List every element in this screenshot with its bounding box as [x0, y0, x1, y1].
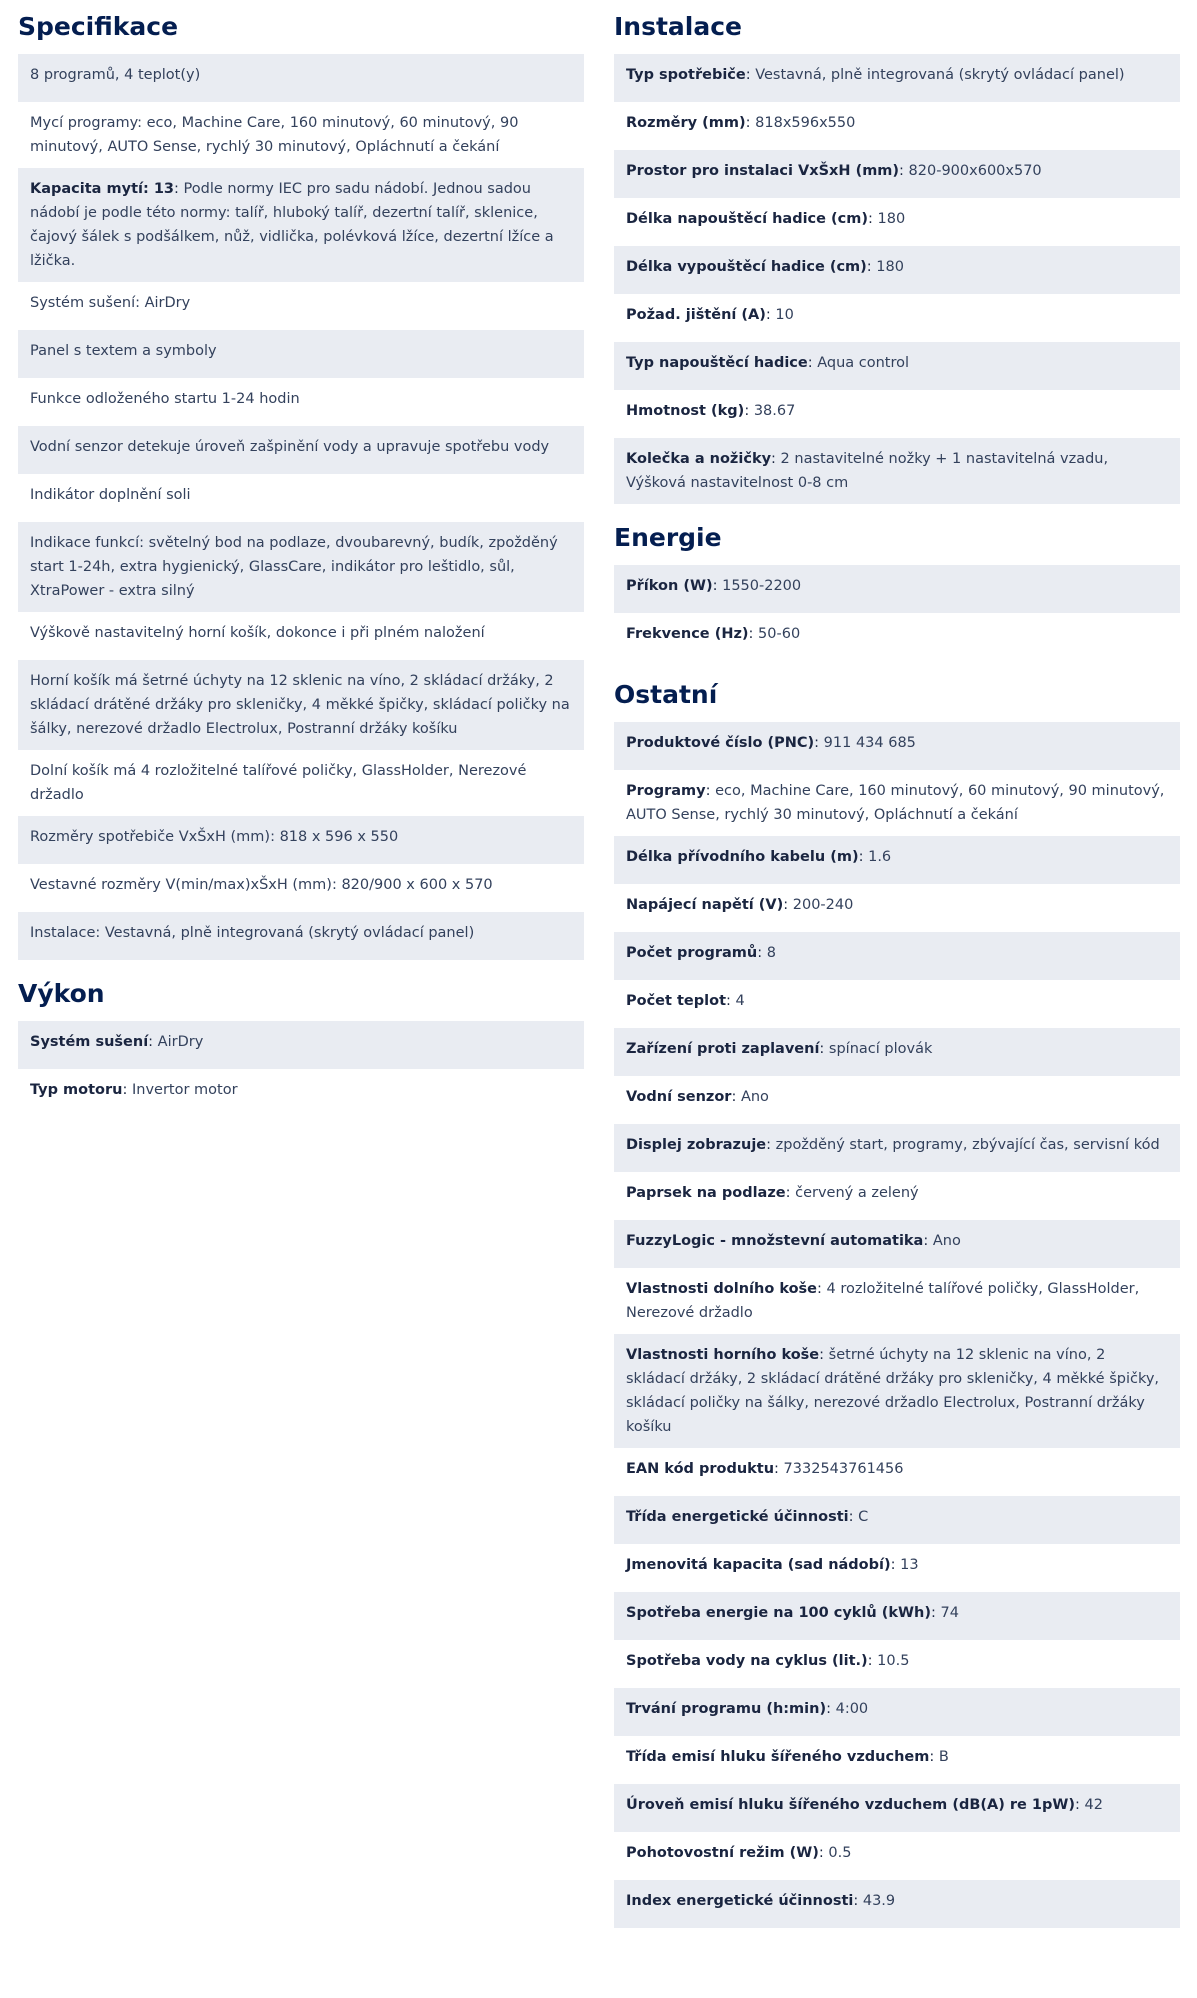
spec-label: Délka přívodního kabelu (m) :	[626, 849, 868, 865]
spec-list	[614, 565, 1180, 661]
spec-row	[18, 660, 584, 750]
left-column	[18, 0, 584, 1117]
spec-list	[18, 1021, 584, 1117]
spec-label: Frekvence (Hz) :	[626, 626, 758, 642]
spec-row	[614, 770, 1180, 836]
spec-row	[18, 474, 584, 522]
spec-label: Typ spotřebiče :	[626, 67, 755, 83]
spec-value: AirDry	[157, 1034, 204, 1050]
spec-label: EAN kód produktu :	[626, 1461, 784, 1477]
section-title-energie: Energie	[614, 523, 722, 552]
section-title-vykon: Výkon	[18, 979, 105, 1008]
spec-row	[614, 1268, 1180, 1334]
spec-label: Úroveň emisí hluku šířeného vzduchem (dB(A) re 1pW) :	[626, 1797, 1085, 1813]
spec-value: 74	[940, 1605, 959, 1621]
spec-label: Typ napouštěcí hadice :	[626, 355, 817, 371]
spec-value: 0.5	[828, 1845, 852, 1861]
spec-label: Systém sušení :	[30, 1034, 158, 1050]
spec-row	[18, 282, 584, 330]
spec-label: Spotřeba vody na cyklus (lit.) :	[626, 1653, 877, 1669]
spec-row	[614, 1172, 1180, 1220]
spec-row	[614, 980, 1180, 1028]
spec-value: 820-900x600x570	[908, 163, 1042, 179]
spec-row	[614, 1784, 1180, 1832]
spec-value: 8 programů, 4 teplot(y)	[30, 67, 201, 83]
spec-value: 818x596x550	[755, 115, 856, 131]
spec-label: Typ motoru :	[30, 1082, 132, 1098]
spec-label: Vlastnosti dolního koše :	[626, 1281, 827, 1297]
spec-label: Třída energetické účinnosti :	[626, 1509, 858, 1525]
spec-value: C	[858, 1509, 869, 1525]
spec-value: Ano	[740, 1089, 769, 1105]
spec-value: Podle normy IEC pro sadu nádobí. Jednou sadou nádobí je podle této normy: talíř, hluboký talíř, dezertní talíř, sklenice, čajový šálek s podšálkem, nůž, vidlička, polévková lžíce, dezertní lžíce a lžička.	[30, 181, 554, 269]
spec-row	[614, 884, 1180, 932]
spec-row	[614, 1880, 1180, 1928]
spec-label: Počet teplot :	[626, 993, 736, 1009]
spec-label: Požad. jištění (A) :	[626, 307, 775, 323]
spec-row	[614, 1220, 1180, 1268]
spec-label: Produktové číslo (PNC) :	[626, 735, 824, 751]
spec-row	[18, 1021, 584, 1069]
spec-row	[18, 426, 584, 474]
spec-label: Příkon (W) :	[626, 578, 722, 594]
section-energie	[614, 504, 1180, 661]
spec-label: Zařízení proti zaplavení :	[626, 1041, 829, 1057]
spec-value: eco, Machine Care, 160 minutový, 60 minutový, 90 minutový, AUTO Sense, rychlý 30 minutový, Opláchnutí a čekání	[626, 783, 1165, 823]
spec-label: Třída emisí hluku šířeného vzduchem :	[626, 1749, 939, 1765]
spec-value: 911 434 685	[823, 735, 916, 751]
spec-value: 4	[735, 993, 745, 1009]
spec-row	[18, 102, 584, 168]
spec-row	[18, 612, 584, 660]
spec-row	[614, 836, 1180, 884]
spec-value: Dolní košík má 4 rozložitelné talířové poličky, GlassHolder, Nerezové držadlo	[30, 763, 527, 803]
spec-row	[614, 102, 1180, 150]
spec-label: Programy :	[626, 783, 715, 799]
spec-row	[614, 294, 1180, 342]
spec-value: 42	[1084, 1797, 1103, 1813]
spec-row	[18, 864, 584, 912]
spec-value: 7332543761456	[783, 1461, 904, 1477]
spec-label: Počet programů :	[626, 945, 767, 961]
spec-value: Rozměry spotřebiče VxŠxH (mm): 818 x 596 x 550	[30, 829, 399, 845]
spec-value: 8	[766, 945, 776, 961]
spec-label: Vlastnosti horního koše :	[626, 1347, 829, 1363]
spec-row	[614, 1334, 1180, 1448]
section-ostatni	[614, 661, 1180, 1928]
spec-row	[18, 912, 584, 960]
right-column	[614, 0, 1180, 1928]
spec-label: Index energetické účinnosti :	[626, 1893, 863, 1909]
spec-value: 50-60	[758, 626, 801, 642]
spec-row	[614, 342, 1180, 390]
spec-row	[614, 1028, 1180, 1076]
spec-value: červený a zelený	[795, 1185, 919, 1201]
spec-row	[18, 1069, 584, 1117]
spec-value: Invertor motor	[132, 1082, 238, 1098]
spec-label: Trvání programu (h:min) :	[626, 1701, 836, 1717]
spec-list	[614, 54, 1180, 504]
spec-list	[18, 54, 584, 960]
spec-value: 38.67	[753, 403, 796, 419]
spec-value: 4:00	[835, 1701, 869, 1717]
spec-label: Kolečka a nožičky :	[626, 451, 781, 467]
spec-row	[18, 378, 584, 426]
section-title-specifikace: Specifikace	[18, 12, 179, 41]
spec-value: šetrné úchyty na 12 sklenic na víno, 2 skládací držáky, 2 skládací drátěné držáky pro skleničky, 4 měkké špičky, skládací poličky na šálky, nerezové držadlo Electrolux, Postranní držáky košíku	[626, 1347, 1160, 1435]
spec-value: zpožděný start, programy, zbývající čas, servisní kód	[775, 1137, 1160, 1153]
spec-label: Vodní senzor :	[626, 1089, 741, 1105]
spec-label: FuzzyLogic - množstevní automatika :	[626, 1233, 933, 1249]
spec-value: 13	[900, 1557, 919, 1573]
spec-value: Systém sušení: AirDry	[30, 295, 191, 311]
spec-row	[614, 1496, 1180, 1544]
spec-row	[614, 565, 1180, 613]
spec-value: spínací plovák	[828, 1041, 933, 1057]
spec-value: Funkce odloženého startu 1-24 hodin	[30, 391, 300, 407]
spec-value: Výškově nastavitelný horní košík, dokonce i při plném naložení	[30, 625, 485, 641]
spec-value: 180	[876, 259, 904, 275]
section-title-instalace: Instalace	[614, 12, 743, 41]
spec-row	[614, 1448, 1180, 1496]
spec-row	[614, 246, 1180, 294]
spec-row	[18, 168, 584, 282]
spec-value: 10	[775, 307, 794, 323]
spec-row	[614, 722, 1180, 770]
spec-value: 43.9	[862, 1893, 896, 1909]
section-specifikace	[18, 0, 584, 960]
spec-row	[614, 1688, 1180, 1736]
spec-row	[614, 1736, 1180, 1784]
spec-value: Mycí programy: eco, Machine Care, 160 minutový, 60 minutový, 90 minutový, AUTO Sense, rychlý 30 minutový, Opláchnutí a čekání	[30, 115, 519, 155]
spec-label: Délka napouštěcí hadice (cm) :	[626, 211, 878, 227]
spec-row	[18, 522, 584, 612]
spec-row	[614, 1640, 1180, 1688]
spec-value: 4 rozložitelné talířové poličky, GlassHolder, Nerezové držadlo	[626, 1281, 1140, 1321]
spec-value: Vestavná, plně integrovaná (skrytý ovládací panel)	[755, 67, 1125, 83]
spec-value: 10.5	[877, 1653, 910, 1669]
spec-value: Instalace: Vestavná, plně integrovaná (skrytý ovládací panel)	[30, 925, 475, 941]
spec-value: 200-240	[792, 897, 854, 913]
spec-value: 2 nastavitelné nožky + 1 nastavitelná vzadu, Výšková nastavitelnost 0-8 cm	[626, 451, 1109, 491]
spec-value: 1550-2200	[722, 578, 802, 594]
spec-row	[614, 1592, 1180, 1640]
spec-row	[614, 613, 1180, 661]
spec-label: Displej zobrazuje :	[626, 1137, 776, 1153]
spec-value: 1.6	[868, 849, 892, 865]
spec-row	[614, 1832, 1180, 1880]
spec-label: Napájecí napětí (V) :	[626, 897, 793, 913]
spec-label: Pohotovostní režim (W) :	[626, 1845, 828, 1861]
spec-row	[18, 750, 584, 816]
spec-label: Prostor pro instalaci VxŠxH (mm) :	[626, 163, 909, 179]
spec-label: Rozměry (mm) :	[626, 115, 755, 131]
spec-value: Indikace funkcí: světelný bod na podlaze, dvoubarevný, budík, zpožděný start 1-24h, extra hygienický, GlassCare, indikátor pro leštidlo, sůl, XtraPower - extra silný	[30, 535, 558, 599]
spec-row	[614, 198, 1180, 246]
spec-value: Panel s textem a symboly	[30, 343, 217, 359]
spec-value: Horní košík má šetrné úchyty na 12 sklenic na víno, 2 skládací držáky, 2 skládací drátěné držáky pro skleničky, 4 měkké špičky, skládací poličky na šálky, nerezové držadlo Electrolux, Postranní držáky košíku	[30, 673, 570, 737]
spec-value: B	[938, 1749, 949, 1765]
spec-value: Ano	[932, 1233, 961, 1249]
spec-label: Spotřeba energie na 100 cyklů (kWh) :	[626, 1605, 941, 1621]
spec-row	[18, 816, 584, 864]
spec-value: Aqua control	[817, 355, 910, 371]
spec-row	[614, 150, 1180, 198]
section-title-ostatni: Ostatní	[614, 680, 718, 709]
spec-row	[614, 54, 1180, 102]
spec-value: Indikátor doplnění soli	[30, 487, 191, 503]
spec-value: 180	[877, 211, 906, 227]
spec-row	[614, 1076, 1180, 1124]
spec-row	[18, 330, 584, 378]
spec-row	[614, 390, 1180, 438]
section-instalace	[614, 0, 1180, 504]
spec-list	[614, 722, 1180, 1928]
spec-label: Jmenovitá kapacita (sad nádobí) :	[626, 1557, 900, 1573]
section-vykon	[18, 960, 584, 1117]
spec-label: Kapacita mytí: 13 :	[30, 181, 184, 197]
spec-row	[614, 1544, 1180, 1592]
spec-label: Hmotnost (kg) :	[626, 403, 754, 419]
spec-row	[614, 438, 1180, 504]
spec-value: Vestavné rozměry V(min/max)xŠxH (mm): 820/900 x 600 x 570	[30, 877, 493, 893]
spec-row	[614, 932, 1180, 980]
spec-value: Vodní senzor detekuje úroveň zašpinění vody a upravuje spotřebu vody	[30, 439, 550, 455]
spec-label: Paprsek na podlaze :	[626, 1185, 795, 1201]
spec-row	[18, 54, 584, 102]
spec-row	[614, 1124, 1180, 1172]
spec-label: Délka vypouštěcí hadice (cm) :	[626, 259, 876, 275]
